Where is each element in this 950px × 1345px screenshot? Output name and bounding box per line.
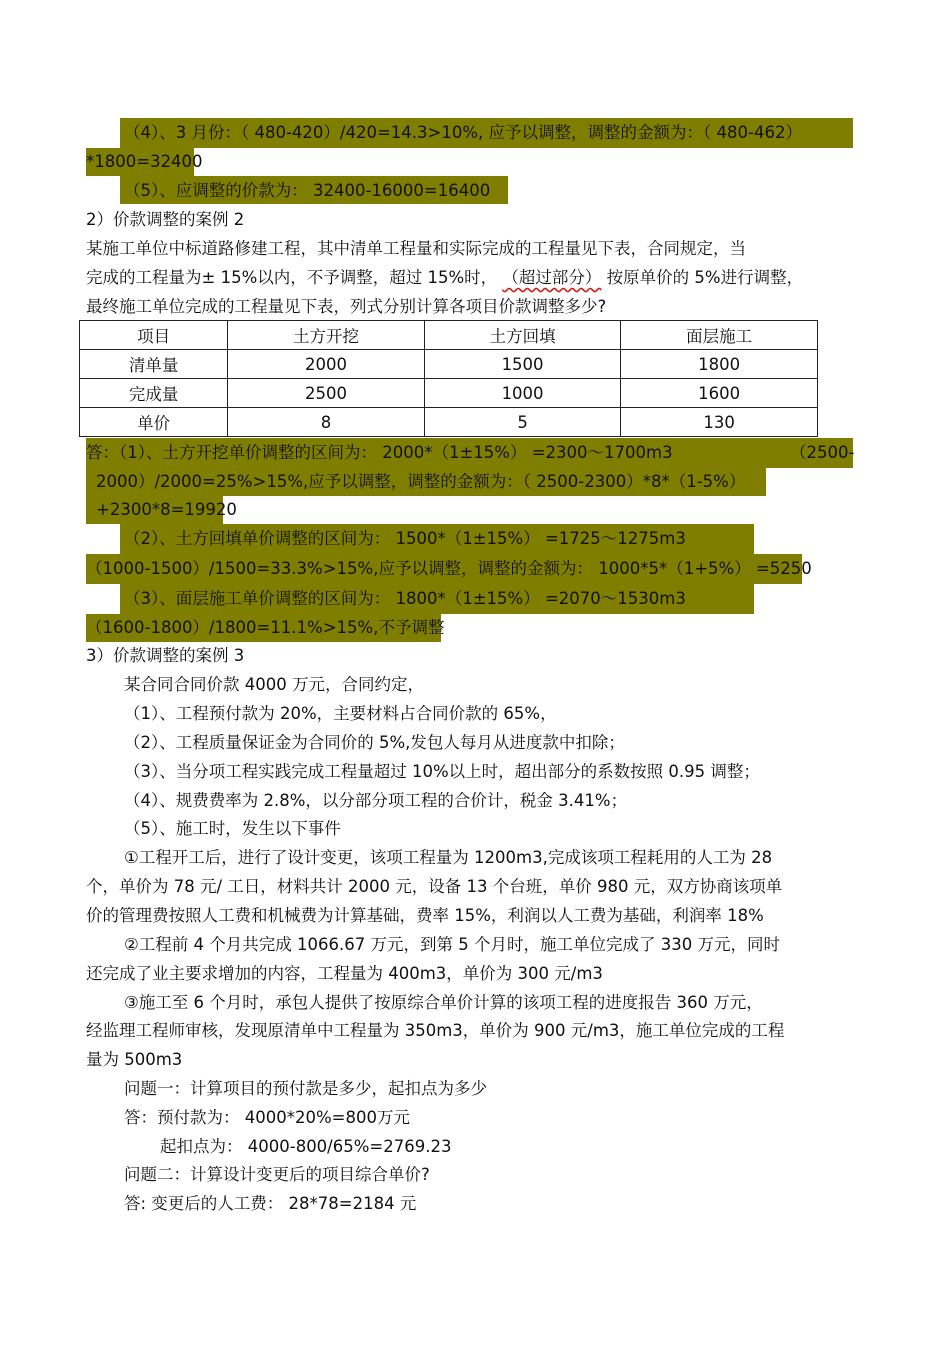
text-line: ③施工至 6 个月时，承包人提供了按原综合单价计算的该项工程的进度报告 360 万元， (124, 993, 763, 1012)
text-line: 量为 500m3 (86, 1050, 183, 1069)
table-cell: 2000 (228, 350, 425, 379)
answer-line: 答：预付款为： 4000*20%=800万元 (124, 1108, 410, 1127)
text-line: （4）、3 月份：（ 480-420）/420=14.3>10%, 应予以调整，调整的金额为：（ 480-462） (124, 123, 802, 142)
section-heading: 2）价款调整的案例 2 (86, 210, 245, 229)
table-row (80, 350, 818, 379)
table-header-cell: 面层施工 (621, 321, 818, 350)
text-span: 按原单价的 5%进行调整， (606, 268, 804, 287)
text-line: 还完成了业主要求增加的内容，工程量为 400m3，单价为 300 元/m3 (86, 964, 603, 983)
answer-line: （1000-1500）/1500=33.3%>15%,应予以调整，调整的金额为： 1000*5*（1+5%） =5250 (86, 559, 812, 578)
table-cell: 8 (228, 408, 425, 437)
quantity-table (79, 320, 818, 437)
table-cell: 1000 (424, 379, 621, 408)
answer-line: 起扣点为： 4000-800/65%=2769.23 (160, 1137, 452, 1156)
question-line: 问题二：计算设计变更后的项目综合单价? (124, 1165, 430, 1184)
answer-line: （1600-1800）/1800=11.1%>15%,不予调整 (86, 618, 445, 637)
answer-line: +2300*8=19920 (96, 500, 237, 519)
text-line: 最终施工单位完成的工程量见下表，列式分别计算各项目价款调整多少? (86, 297, 607, 316)
text-line: *1800=32400 (86, 152, 203, 171)
text-line: （1）、工程预付款为 20%，主要材料占合同价款的 65%， (124, 704, 557, 723)
table-cell: 单价 (80, 408, 228, 437)
answer-line: 2000）/2000=25%>15%,应予以调整，调整的金额为：（ 2500-2300）*8*（1-5%） (96, 472, 746, 491)
answer-line: 答: 变更后的人工费： 28*78=2184 元 (124, 1194, 417, 1213)
text-line: 某施工单位中标道路修建工程，其中清单工程量和实际完成的工程量见下表，合同规定，当 (86, 239, 746, 258)
table-cell: 1800 (621, 350, 818, 379)
text-line: （4）、规费费率为 2.8%，以分部分项工程的合价计，税金 3.41%； (124, 791, 628, 810)
text-line: 经监理工程师审核，发现原清单中工程量为 350m3，单价为 900 元/m3，施工单位完成的工程 (86, 1021, 785, 1040)
text-line: （2）、工程质量保证金为合同价的 5%,发包人每月从进度款中扣除； (124, 733, 625, 752)
text-line: （5）、应调整的价款为： 32400-16000=16400 (124, 181, 491, 200)
answer-line: 答：（1）、土方开挖单价调整的区间为： 2000*（1±15%） =2300～1700m3 (86, 443, 673, 462)
table-cell: 完成量 (80, 379, 228, 408)
text-span: 完成的工程量为± 15%以内，不予调整，超过 15%时， (86, 268, 498, 287)
text-line: （3）、当分项工程实践完成工程量超过 10%以上时，超出部分的系数按照 0.95 调整； (124, 762, 760, 781)
table-cell: 1600 (621, 379, 818, 408)
table-header-cell: 项目 (80, 321, 228, 350)
table-cell: 清单量 (80, 350, 228, 379)
text-line: ①工程开工后，进行了设计变更，该项工程量为 1200m3,完成该项工程耗用的人工为 28 (124, 848, 773, 867)
text-line (86, 265, 803, 291)
section-heading: 3）价款调整的案例 3 (86, 646, 245, 665)
table-cell: 1500 (424, 350, 621, 379)
text-line: ②工程前 4 个月共完成 1066.67 万元，到第 5 个月时，施工单位完成了 330 万元，同时 (124, 935, 780, 954)
table-cell: 2500 (228, 379, 425, 408)
table-cell: 5 (424, 408, 621, 437)
question-line: 问题一：计算项目的预付款是多少，起扣点为多少 (124, 1079, 487, 1098)
text-line: （5）、施工时，发生以下事件 (124, 819, 341, 838)
answer-line: （2500- (790, 443, 855, 462)
table-header-row (80, 321, 818, 350)
table-cell: 130 (621, 408, 818, 437)
answer-line: （2）、土方回填单价调整的区间为： 1500*（1±15%） =1725～1275m3 (124, 529, 686, 548)
underlined-phrase: （超过部分） (502, 268, 602, 287)
table-header-cell: 土方开挖 (228, 321, 425, 350)
text-line: 某合同合同价款 4000 万元，合同约定， (124, 675, 424, 694)
table-header-cell: 土方回填 (424, 321, 621, 350)
table-row (80, 408, 818, 437)
text-line: 个，单价为 78 元/ 工日，材料共计 2000 元，设备 13 个台班，单价 980 元，双方协商该项单 (86, 877, 783, 896)
answer-line: （3）、面层施工单价调整的区间为： 1800*（1±15%） =2070～1530m3 (124, 589, 686, 608)
text-line: 价的管理费按照人工费和机械费为计算基础，费率 15%，利润以人工费为基础，利润率 18% (86, 906, 764, 925)
table-row (80, 379, 818, 408)
